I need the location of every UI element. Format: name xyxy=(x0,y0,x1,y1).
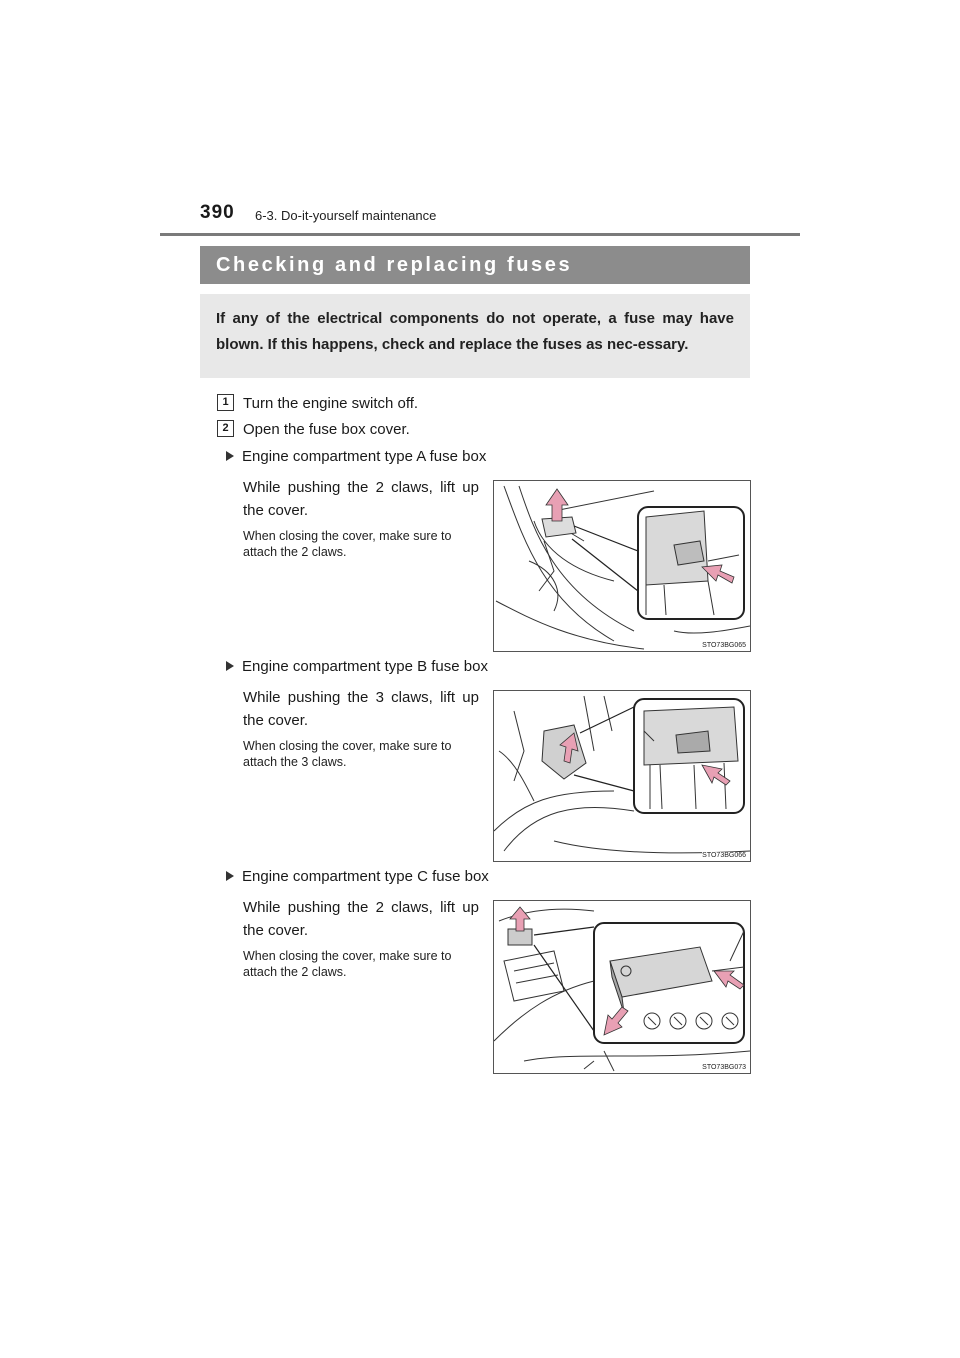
section-title: Checking and replacing fuses xyxy=(200,246,750,284)
step-text-2: Open the fuse box cover. xyxy=(243,421,410,438)
heading-a-text: Engine compartment type A fuse box xyxy=(242,448,487,465)
figure-fuse-box-b xyxy=(493,690,751,862)
bullet-heading-c xyxy=(226,868,489,885)
instruction-b: While pushing the 3 claws, lift up the cover. xyxy=(243,689,479,729)
figure-code-b: STO73BG066 xyxy=(702,852,746,859)
bullet-triangle-icon xyxy=(226,661,234,671)
step-number-1: 1 xyxy=(217,394,234,411)
step-number-2: 2 xyxy=(217,420,234,437)
figure-code-c: STO73BG073 xyxy=(702,1064,746,1071)
bullet-triangle-icon xyxy=(226,871,234,881)
bullet-heading-b xyxy=(226,658,488,675)
heading-c-text: Engine compartment type C fuse box xyxy=(242,868,489,885)
bullet-heading-a xyxy=(226,448,486,465)
figure-fuse-box-c xyxy=(493,900,751,1074)
page-number: 390 xyxy=(200,202,235,223)
figure-code-a: STO73BG065 xyxy=(702,642,746,649)
figure-b-illustration xyxy=(494,691,750,861)
section-reference: 6-3. Do-it-yourself maintenance xyxy=(255,208,437,223)
intro-text: If any of the electrical components do not operate, a fuse may have blown. If this happens, check and replace the fuses as nec-essary. xyxy=(200,294,750,378)
instruction-a: While pushing the 2 claws, lift up the cover. xyxy=(243,479,479,519)
figure-fuse-box-a xyxy=(493,480,751,652)
heading-b-text: Engine compartment type B fuse box xyxy=(242,658,488,675)
bullet-triangle-icon xyxy=(226,451,234,461)
note-a: When closing the cover, make sure to attach the 2 claws. xyxy=(243,529,452,559)
step-text-1: Turn the engine switch off. xyxy=(243,395,419,412)
note-b: When closing the cover, make sure to attach the 3 claws. xyxy=(243,739,452,769)
instruction-c: While pushing the 2 claws, lift up the cover. xyxy=(243,899,479,939)
figure-c-illustration xyxy=(494,901,750,1073)
header-rule xyxy=(160,233,800,236)
figure-a-illustration xyxy=(494,481,750,651)
note-c: When closing the cover, make sure to attach the 2 claws. xyxy=(243,949,452,979)
